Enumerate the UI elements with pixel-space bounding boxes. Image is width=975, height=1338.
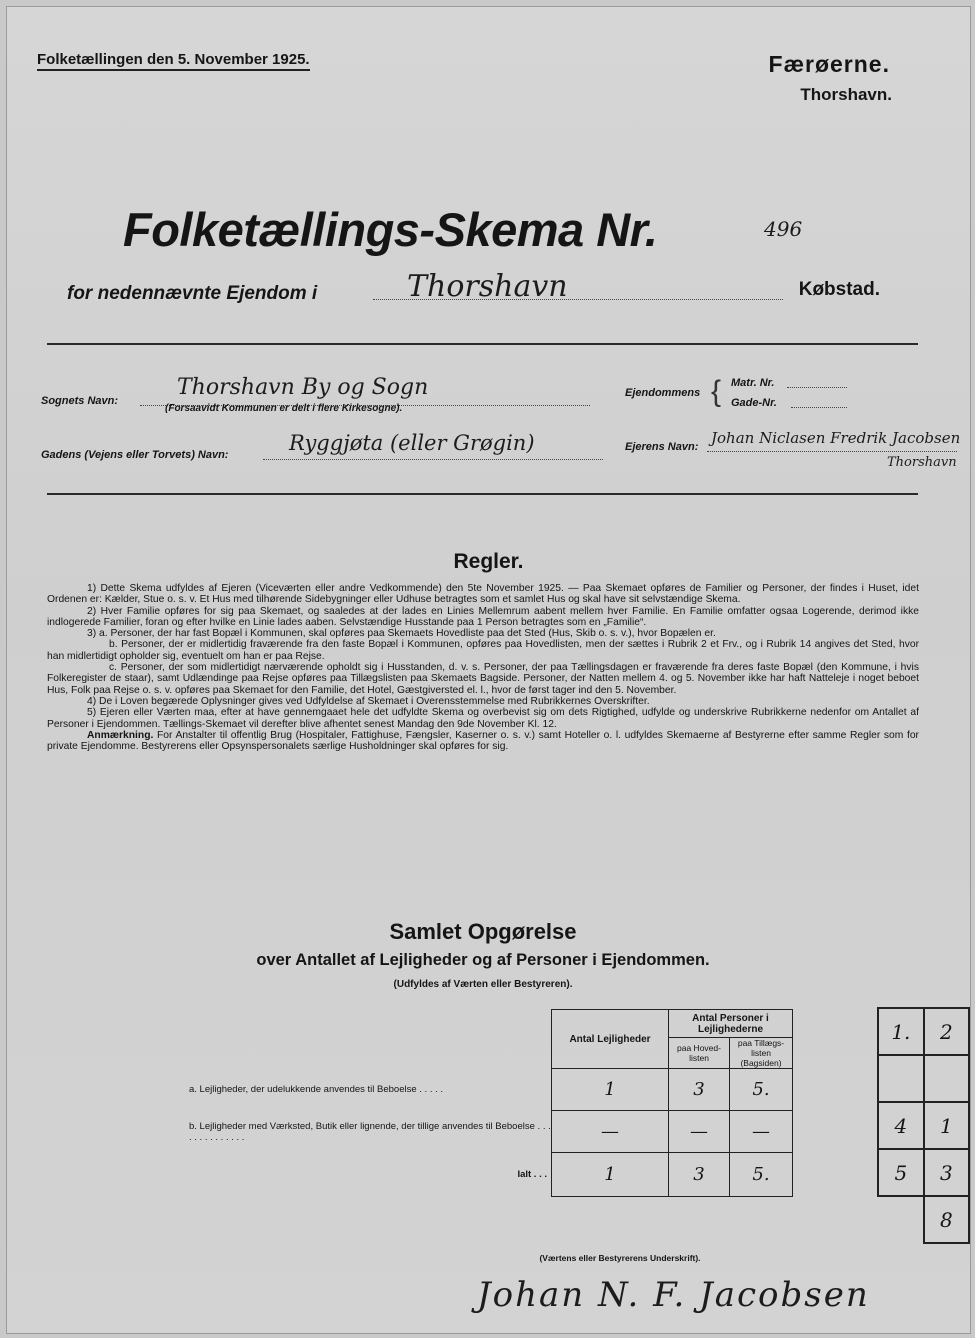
ejer-label: Ejerens Navn:	[625, 441, 699, 453]
row-a-tillaeg: 5.	[730, 1069, 793, 1111]
rule-3b: b. Personer, der er midlertidig fraværende fra den faste Bopæl i Kommunen, opføres paa Hovedlisten, men der sættes i Rubrik 2 et Frv., og i Rubrik 14 angives det Sted, hvor han midlertidigt opholder sig, eventuelt om han er paa Rejse.	[47, 639, 919, 662]
note-label: Anmærkning.	[87, 729, 154, 741]
row-total-lejligheder: 1	[552, 1153, 669, 1197]
row-a-lejligheder: 1	[552, 1069, 669, 1111]
row-total-hoved: 3	[669, 1153, 730, 1197]
signature-label: (Værtens eller Bestyrerens Underskrift).	[539, 1253, 701, 1263]
gade-nr-dotted-line	[791, 407, 847, 408]
tally-r3-c2: 1	[924, 1102, 969, 1149]
brace-icon: {	[711, 375, 722, 408]
row-a-hoved: 3	[669, 1069, 730, 1111]
sogn-label: Sognets Navn:	[41, 395, 119, 407]
rule-1: 1) Dette Skema udfyldes af Ejeren (Viceværten eller andre Vedkommende) den 5te November 1925. — Paa Skemaet opføres de Familier og Personer, der findes i Huset, idet Ordenen er: Kælder, Stue o. s. v. Et Hus med tilhørende Sidebygninger eller Udhuse betragtes som et samlet Hus og skal have sit selvstændige Skema.	[47, 583, 919, 606]
divider-top	[47, 343, 918, 345]
rule-3a: 3) a. Personer, der har fast Bopæl i Kommunen, skal opføres paa Skemaets Hovedliste paa det Sted (Hus, Skib o. s. v.), hvor Bopælen er.	[87, 628, 716, 640]
tally-r4-c2: 3	[924, 1149, 969, 1196]
ejendom-label: Ejendommens	[625, 387, 701, 399]
side-tally-table	[877, 1007, 970, 1244]
tally-r2-c1	[878, 1055, 924, 1102]
tally-r1-c1: 1.	[878, 1008, 924, 1055]
row-b-lejligheder: —	[552, 1111, 669, 1153]
col-header-tillaeg: paa Tillægs-listen (Bagsiden)	[730, 1038, 793, 1069]
tally-r2-c2	[924, 1055, 969, 1102]
form-subtitle: for nedennævnte Ejendom i	[67, 283, 318, 304]
kobstad-label: Købstad.	[798, 279, 880, 300]
signature: Johan N. F. Jacobsen	[477, 1275, 870, 1315]
col-header-personer: Antal Personer i Lejlighederne	[669, 1010, 793, 1038]
gade-value: Ryggjøta (eller Grøgin)	[289, 431, 535, 455]
town-name: Thorshavn.	[800, 85, 892, 104]
row-b-label: b. Lejligheder med Værksted, Butik eller lignende, der tillige anvendes til Beboelse . . . . . . . . . . . . . .	[189, 1120, 551, 1143]
row-total-tillaeg: 5.	[730, 1153, 793, 1197]
summary-instruction: (Udfyldes af Værten eller Bestyreren).	[393, 979, 573, 990]
col-header-hoved: paa Hoved-listen	[669, 1038, 730, 1069]
rules-text	[47, 583, 919, 752]
note-text: For Anstalter til offentlig Brug (Hospitaler, Fattighuse, Fængsler, Kaserner o. s. v.) samt Hoteller o. l. udfyldes Skemaerne af Bestyrerne efter samme Regler som for private Ejendomme. Bestyrerens eller Opsynspersonalets særlige Husholdninger skal opføres for sig.	[47, 729, 919, 753]
col-header-lejligheder: Antal Lejligheder	[552, 1010, 669, 1069]
ejer-dotted-line	[707, 451, 957, 452]
region-name: Færøerne.	[768, 51, 890, 77]
tally-r1-c2: 2	[924, 1008, 969, 1055]
form-title: Folketællings-Skema Nr.	[123, 203, 658, 256]
matr-label: Matr. Nr.	[731, 377, 775, 389]
tally-r4-c1: 5	[878, 1149, 924, 1196]
summary-subheading: over Antallet af Lejligheder og af Personer i Ejendommen.	[256, 951, 710, 969]
form-number: 496	[764, 217, 803, 241]
rules-heading: Regler.	[453, 550, 524, 573]
gade-dotted-line	[263, 459, 603, 460]
tally-r5-c2: 8	[924, 1196, 969, 1243]
rule-3c: c. Personer, der som midlertidigt nærværende opholdt sig i Husstanden, d. v. s. Personer, der paa Tællingsdagen er fraværende fra deres faste Bopæl (den Kommune, i hvis Folkeregister de staar), samt Udlændinge paa Rejse opføres paa Tillægslisten paa Skemaets Bagside. Personer, der Natten mellem 4. og 5. November ikke har haft Natteleje i noget beboet Hus, Folk paa Rejse o. s. v. opføres paa Skemaet for den Familie, det Hotel, Gæstgiversted el. l., hvor de først tager ind den 5. November.	[47, 662, 919, 696]
divider-bottom	[47, 493, 918, 495]
summary-heading: Samlet Opgørelse	[389, 919, 577, 944]
row-total-label: Ialt . . .	[517, 1169, 547, 1180]
ejer-value-2: Thorshavn	[887, 455, 957, 470]
row-b-hoved: —	[669, 1111, 730, 1153]
ejer-value: Johan Niclasen Fredrik Jacobsen	[711, 429, 961, 447]
gade-nr-label: Gade-Nr.	[731, 397, 777, 409]
census-form-page	[6, 6, 971, 1334]
rule-4: 4) De i Loven begærede Oplysninger gives ved Udfyldelse af Skemaet i Overensstemmelse med Rubrikkernes Overskrifter.	[87, 695, 650, 707]
rule-2: 2) Hver Familie opføres for sig paa Skemaet, og saaledes at der lades en Linies Mellemrum aabent mellem hver Familie. En Familie omfatter ogsaa Logerende, derimod ikke indlogerede Familier, foran og efter hvilke en Linie lades aaben. Selvstændige Husstande paa 1 Person betragtes som en „Familie“.	[47, 605, 919, 628]
rule-note	[47, 730, 919, 753]
row-b-tillaeg: —	[730, 1111, 793, 1153]
summary-table	[185, 1009, 793, 1197]
town-handwritten: Thorshavn	[407, 269, 568, 304]
row-a-label: a. Lejligheder, der udelukkende anvendes til Beboelse . . . . .	[189, 1084, 444, 1095]
matr-dotted-line	[787, 387, 847, 388]
sogn-note: (Forsaavidt Kommunen er delt i flere Kirkesogne).	[165, 403, 403, 414]
census-date-line: Folketællingen den 5. November 1925.	[37, 51, 310, 71]
rule-5: 5) Ejeren eller Værten maa, efter at have gennemgaaet hele det udfyldte Skema og overbevist sig om dets Rigtighed, udfylde og underskrive Rubrikkerne nedenfor om Antallet af Personer i Ejendommen. Tællings-Skemaet vil derefter blive afhentet senest Mandag den 9de November Kl. 12.	[47, 707, 919, 730]
tally-r3-c1: 4	[878, 1102, 924, 1149]
gade-label: Gadens (Vejens eller Torvets) Navn:	[41, 449, 229, 461]
sogn-value: Thorshavn By og Sogn	[177, 375, 429, 400]
